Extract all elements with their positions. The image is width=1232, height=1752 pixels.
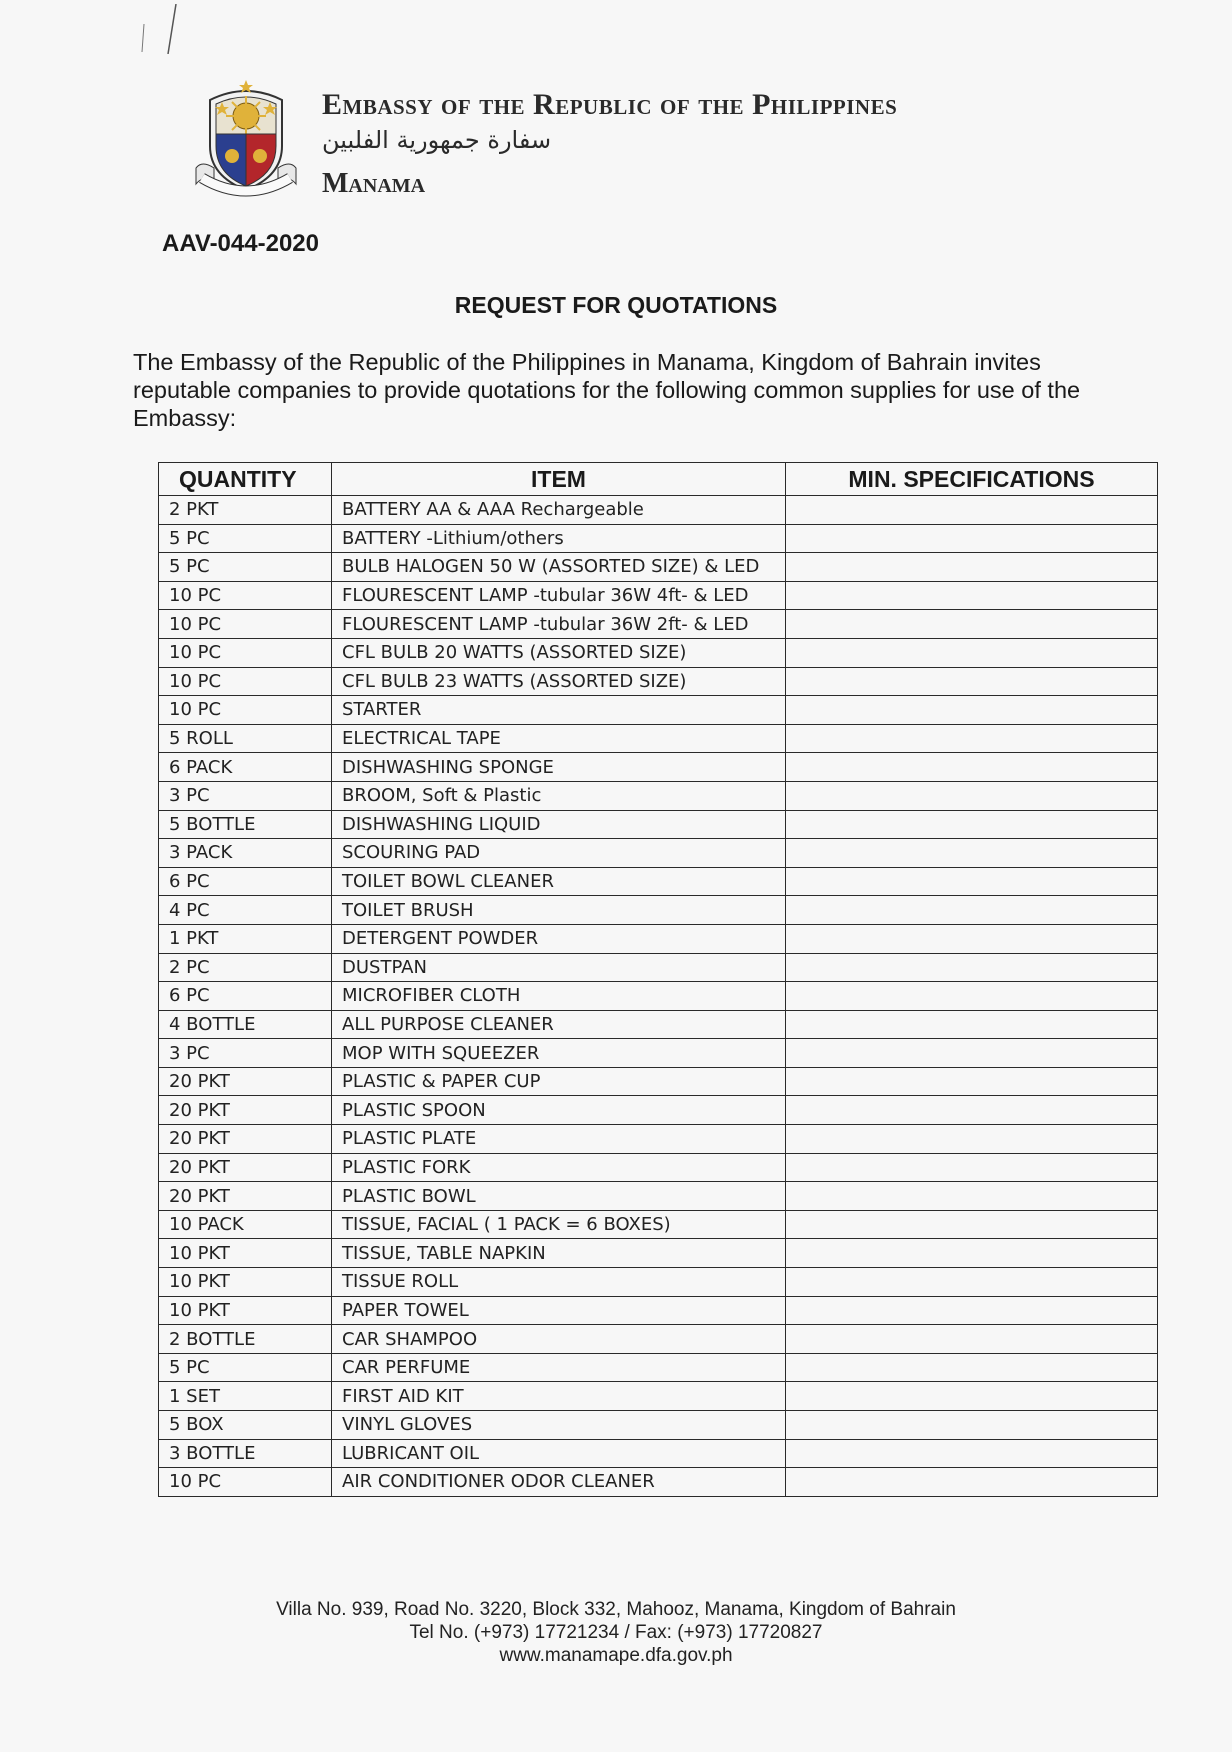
- cell-min-specifications: [786, 1268, 1158, 1297]
- cell-item: AIR CONDITIONER ODOR CLEANER: [332, 1468, 786, 1497]
- table-row: [159, 581, 1158, 610]
- table-body: [159, 496, 1158, 1497]
- scan-artifact-mark: [136, 4, 180, 54]
- cell-min-specifications: [786, 1039, 1158, 1068]
- cell-quantity: 1 PKT: [159, 924, 332, 953]
- table-row: [159, 1210, 1158, 1239]
- cell-item: BATTERY AA & AAA Rechargeable: [332, 496, 786, 525]
- cell-min-specifications: [786, 924, 1158, 953]
- cell-min-specifications: [786, 1067, 1158, 1096]
- table-row: [159, 982, 1158, 1011]
- cell-quantity: 5 BOX: [159, 1411, 332, 1440]
- cell-quantity: 2 BOTTLE: [159, 1325, 332, 1354]
- table-row: [159, 1468, 1158, 1497]
- cell-quantity: 10 PKT: [159, 1239, 332, 1268]
- cell-quantity: 6 PC: [159, 867, 332, 896]
- table-row: [159, 1325, 1158, 1354]
- cell-min-specifications: [786, 839, 1158, 868]
- cell-min-specifications: [786, 1210, 1158, 1239]
- cell-item: TISSUE, TABLE NAPKIN: [332, 1239, 786, 1268]
- quotation-table: [158, 462, 1158, 1497]
- table-row: [159, 839, 1158, 868]
- table-row: [159, 667, 1158, 696]
- cell-item: BULB HALOGEN 50 W (ASSORTED SIZE) & LED: [332, 553, 786, 582]
- table-row: [159, 1096, 1158, 1125]
- cell-quantity: 6 PC: [159, 982, 332, 1011]
- cell-quantity: 10 PC: [159, 696, 332, 725]
- cell-quantity: 2 PC: [159, 953, 332, 982]
- cell-min-specifications: [786, 581, 1158, 610]
- cell-min-specifications: [786, 953, 1158, 982]
- cell-quantity: 3 PACK: [159, 839, 332, 868]
- cell-item: CAR SHAMPOO: [332, 1325, 786, 1354]
- cell-item: PLASTIC FORK: [332, 1153, 786, 1182]
- cell-min-specifications: [786, 667, 1158, 696]
- cell-item: BROOM, Soft & Plastic: [332, 781, 786, 810]
- cell-min-specifications: [786, 810, 1158, 839]
- cell-quantity: 6 PACK: [159, 753, 332, 782]
- cell-quantity: 20 PKT: [159, 1096, 332, 1125]
- cell-item: TISSUE ROLL: [332, 1268, 786, 1297]
- table-row: [159, 1382, 1158, 1411]
- cell-item: VINYL GLOVES: [332, 1411, 786, 1440]
- table-row: [159, 496, 1158, 525]
- cell-item: DETERGENT POWDER: [332, 924, 786, 953]
- cell-min-specifications: [786, 896, 1158, 925]
- cell-quantity: 5 PC: [159, 553, 332, 582]
- document-title: REQUEST FOR QUOTATIONS: [454, 292, 778, 318]
- cell-item: CFL BULB 23 WATTS (ASSORTED SIZE): [332, 667, 786, 696]
- cell-item: DUSTPAN: [332, 953, 786, 982]
- table-row: [159, 1010, 1158, 1039]
- cell-item: MICROFIBER CLOTH: [332, 982, 786, 1011]
- cell-min-specifications: [786, 1010, 1158, 1039]
- table-row: [159, 696, 1158, 725]
- reference-number: AAV-044-2020: [162, 230, 319, 257]
- cell-item: CFL BULB 20 WATTS (ASSORTED SIZE): [332, 638, 786, 667]
- table-row: [159, 1153, 1158, 1182]
- cell-quantity: 10 PC: [159, 667, 332, 696]
- cell-quantity: 10 PC: [159, 581, 332, 610]
- cell-quantity: 10 PC: [159, 638, 332, 667]
- footer-website: www.manamape.dfa.gov.ph: [499, 1645, 733, 1666]
- table-row: [159, 953, 1158, 982]
- table-row: [159, 553, 1158, 582]
- header-min-specifications: MIN. SPECIFICATIONS: [786, 463, 1158, 496]
- cell-quantity: 10 PC: [159, 1468, 332, 1497]
- cell-min-specifications: [786, 1439, 1158, 1468]
- cell-item: FIRST AID KIT: [332, 1382, 786, 1411]
- cell-item: DISHWASHING SPONGE: [332, 753, 786, 782]
- header-quantity: QUANTITY: [159, 463, 332, 496]
- table-row: [159, 1411, 1158, 1440]
- cell-min-specifications: [786, 638, 1158, 667]
- cell-item: ELECTRICAL TAPE: [332, 724, 786, 753]
- cell-min-specifications: [786, 1382, 1158, 1411]
- cell-quantity: 10 PKT: [159, 1268, 332, 1297]
- cell-quantity: 20 PKT: [159, 1182, 332, 1211]
- table-row: [159, 924, 1158, 953]
- table-row: [159, 896, 1158, 925]
- cell-item: TOILET BOWL CLEANER: [332, 867, 786, 896]
- table-row: [159, 810, 1158, 839]
- cell-item: ALL PURPOSE CLEANER: [332, 1010, 786, 1039]
- cell-quantity: 4 BOTTLE: [159, 1010, 332, 1039]
- cell-min-specifications: [786, 1325, 1158, 1354]
- cell-item: CAR PERFUME: [332, 1353, 786, 1382]
- cell-min-specifications: [786, 1239, 1158, 1268]
- cell-item: TOILET BRUSH: [332, 896, 786, 925]
- cell-quantity: 1 SET: [159, 1382, 332, 1411]
- table-row: [159, 1039, 1158, 1068]
- table-row: [159, 524, 1158, 553]
- table-row: [159, 867, 1158, 896]
- cell-min-specifications: [786, 753, 1158, 782]
- cell-item: PLASTIC PLATE: [332, 1125, 786, 1154]
- header-item: ITEM: [332, 463, 786, 496]
- table-row: [159, 724, 1158, 753]
- cell-item: TISSUE, FACIAL ( 1 PACK = 6 BOXES): [332, 1210, 786, 1239]
- cell-min-specifications: [786, 524, 1158, 553]
- embassy-name: Embassy of the Republic of the Philippines: [322, 88, 898, 121]
- cell-item: MOP WITH SQUEEZER: [332, 1039, 786, 1068]
- cell-quantity: 10 PACK: [159, 1210, 332, 1239]
- table-row: [159, 1268, 1158, 1297]
- cell-min-specifications: [786, 781, 1158, 810]
- cell-quantity: 3 PC: [159, 1039, 332, 1068]
- cell-item: PLASTIC BOWL: [332, 1182, 786, 1211]
- cell-item: BATTERY -Lithium/others: [332, 524, 786, 553]
- table-row: [159, 1182, 1158, 1211]
- table-row: [159, 1439, 1158, 1468]
- philippine-seal-icon: [192, 76, 300, 200]
- cell-min-specifications: [786, 1125, 1158, 1154]
- cell-min-specifications: [786, 1411, 1158, 1440]
- table-row: [159, 610, 1158, 639]
- cell-min-specifications: [786, 867, 1158, 896]
- cell-item: SCOURING PAD: [332, 839, 786, 868]
- cell-min-specifications: [786, 1182, 1158, 1211]
- cell-min-specifications: [786, 696, 1158, 725]
- cell-item: FLOURESCENT LAMP -tubular 36W 2ft- & LED: [332, 610, 786, 639]
- cell-quantity: 2 PKT: [159, 496, 332, 525]
- cell-quantity: 4 PC: [159, 896, 332, 925]
- cell-item: PLASTIC SPOON: [332, 1096, 786, 1125]
- table-row: [159, 1239, 1158, 1268]
- cell-item: STARTER: [332, 696, 786, 725]
- table-header-row: [159, 463, 1158, 496]
- cell-min-specifications: [786, 1468, 1158, 1497]
- cell-min-specifications: [786, 1296, 1158, 1325]
- cell-quantity: 3 PC: [159, 781, 332, 810]
- table-row: [159, 781, 1158, 810]
- table-row: [159, 1296, 1158, 1325]
- cell-quantity: 5 PC: [159, 1353, 332, 1382]
- cell-quantity: 10 PKT: [159, 1296, 332, 1325]
- cell-min-specifications: [786, 982, 1158, 1011]
- footer-address: Villa No. 939, Road No. 3220, Block 332, Mahooz, Manama, Kingdom of Bahrain: [276, 1599, 956, 1620]
- cell-quantity: 5 ROLL: [159, 724, 332, 753]
- table-row: [159, 638, 1158, 667]
- cell-item: LUBRICANT OIL: [332, 1439, 786, 1468]
- cell-item: PAPER TOWEL: [332, 1296, 786, 1325]
- table-row: [159, 753, 1158, 782]
- table-row: [159, 1125, 1158, 1154]
- table-row: [159, 1067, 1158, 1096]
- cell-min-specifications: [786, 1353, 1158, 1382]
- cell-quantity: 10 PC: [159, 610, 332, 639]
- footer-contact: Tel No. (+973) 17721234 / Fax: (+973) 17720827: [409, 1622, 823, 1643]
- cell-min-specifications: [786, 1096, 1158, 1125]
- cell-quantity: 5 PC: [159, 524, 332, 553]
- cell-item: PLASTIC & PAPER CUP: [332, 1067, 786, 1096]
- cell-quantity: 20 PKT: [159, 1125, 332, 1154]
- embassy-name-arabic: سفارة جمهورية الفلبين: [322, 126, 552, 154]
- cell-item: DISHWASHING LIQUID: [332, 810, 786, 839]
- cell-min-specifications: [786, 1153, 1158, 1182]
- cell-item: FLOURESCENT LAMP -tubular 36W 4ft- & LED: [332, 581, 786, 610]
- cell-min-specifications: [786, 496, 1158, 525]
- cell-quantity: 20 PKT: [159, 1153, 332, 1182]
- intro-paragraph: The Embassy of the Republic of the Philippines in Manama, Kingdom of Bahrain invites reputable companies to provide quotations for the following common supplies for use of the Embassy:: [133, 349, 1081, 431]
- cell-quantity: 20 PKT: [159, 1067, 332, 1096]
- cell-min-specifications: [786, 553, 1158, 582]
- table-row: [159, 1353, 1158, 1382]
- cell-quantity: 3 BOTTLE: [159, 1439, 332, 1468]
- cell-quantity: 5 BOTTLE: [159, 810, 332, 839]
- footer: [0, 1598, 1232, 1667]
- cell-min-specifications: [786, 724, 1158, 753]
- cell-min-specifications: [786, 610, 1158, 639]
- embassy-city: Manama: [322, 168, 426, 199]
